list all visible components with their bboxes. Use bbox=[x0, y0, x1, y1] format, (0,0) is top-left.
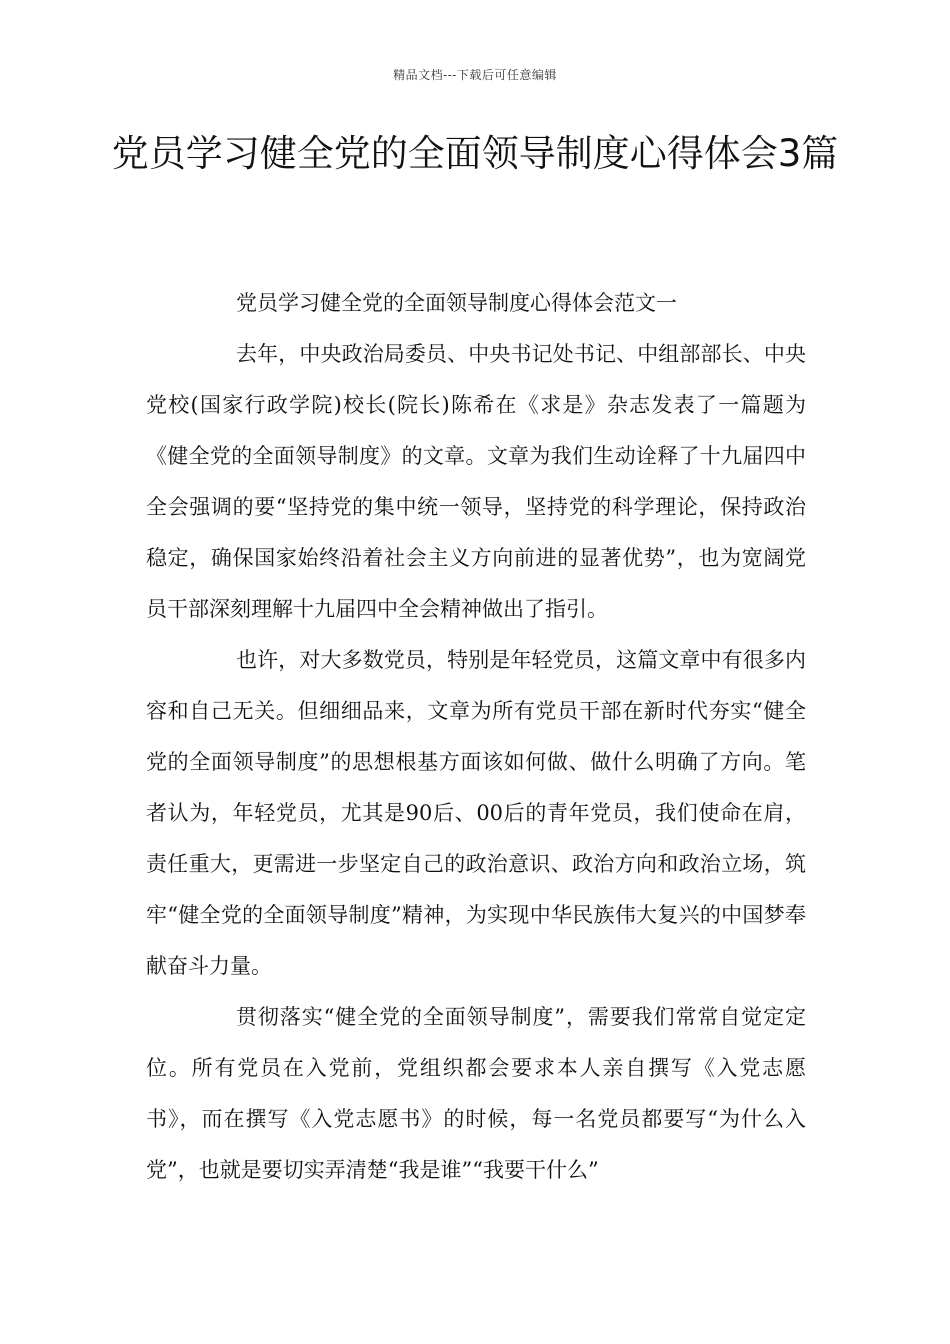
paragraph-3: 贯彻落实“健全党的全面领导制度”，需要我们常常自觉定定位。所有党员在入党前，党组织都会要求本人亲自撰写《入党志愿书》，而在撰写《入党志愿书》的时候，每一名党员都要写“为什么入党”，也就是要切实弄清楚“我是谁”“我要干什么” bbox=[146, 1005, 806, 1182]
document-title: 党员学习健全党的全面领导制度心得体会3篇 bbox=[111, 132, 839, 175]
paragraph-2: 也许，对大多数党员，特别是年轻党员，这篇文章中有很多内容和自己无关。但细细品来，文章为所有党员干部在新时代夯实“健全党的全面领导制度”的思想根基方面该如何做、做什么明确了方向。笔者认为，年轻党员，尤其是90后、00后的青年党员，我们使命在肩，责任重大，更需进一步坚定自己的政治意识、政治方向和政治立场，筑牢“健全党的全面领导制度”精神，为实现中华民族伟大复兴的中国梦奉献奋斗力量。 bbox=[146, 648, 806, 978]
document-body bbox=[146, 278, 806, 1196]
header-note: 精品文档---下载后可任意编辑 bbox=[393, 68, 557, 82]
subheading: 党员学习健全党的全面领导制度心得体会范文一 bbox=[236, 291, 677, 315]
paragraph-1: 去年，中央政治局委员、中央书记处书记、中组部部长、中央党校(国家行政学院)校长(院长)陈希在《求是》杂志发表了一篇题为《健全党的全面领导制度》的文章。文章为我们生动诠释了十九届四中全会强调的要“坚持党的集中统一领导，坚持党的科学理论，保持政治稳定，确保国家始终沿着社会主义方向前进的显著优势”，也为宽阔党员干部深刻理解十九届四中全会精神做出了指引。 bbox=[146, 342, 806, 621]
